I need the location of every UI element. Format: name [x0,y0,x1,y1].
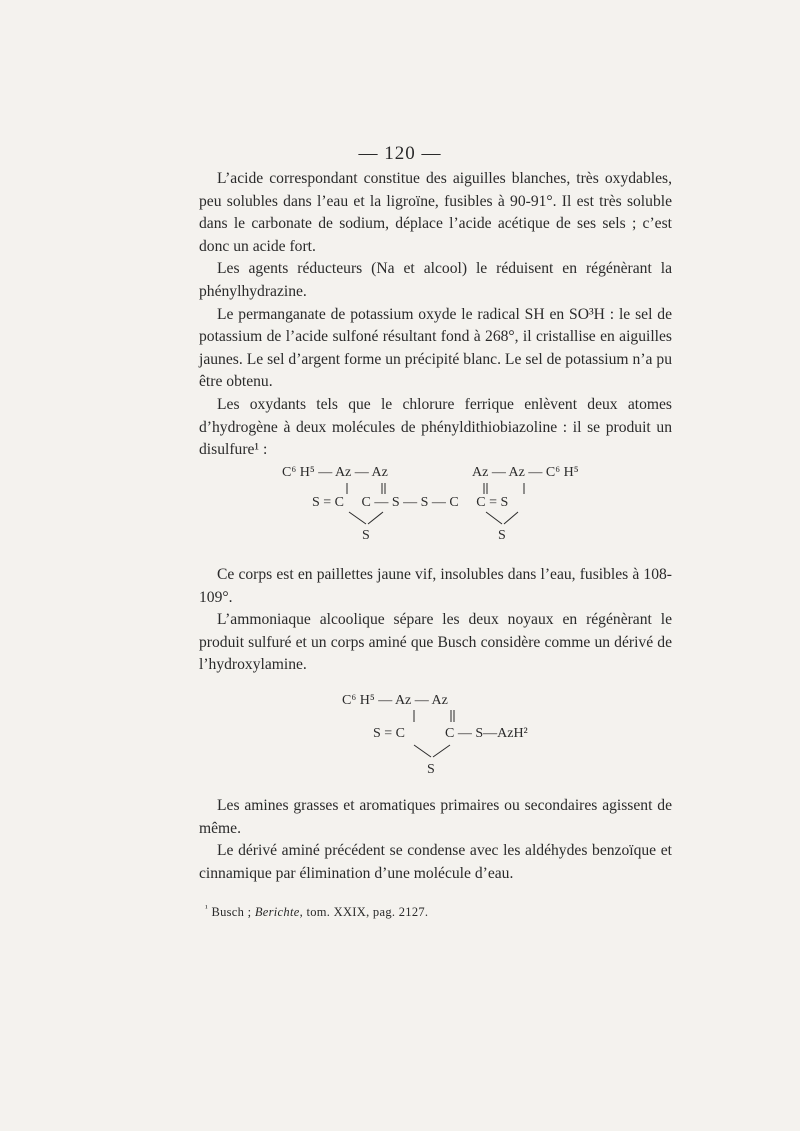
footnote [205,902,429,920]
text-block-bottom [199,795,672,885]
formula1-left-s: S [362,528,370,543]
bond [433,745,450,757]
paragraph: L’acide correspondant constitue des aiguilles blanches, très oxydables, peu solubles dans l’eau et la ligroïne, fusibles à 90-91°. Il est très soluble dans le carbonate de sodium, déplace l’acide acétique de ses sels ; c’est donc un acide fort. [199,170,672,255]
footnote-ref: tom. XXIX, pag. 2127. [306,905,429,919]
formula2-bottom-s: S [427,762,435,777]
paragraph: Ce corps est en paillettes jaune vif, insolubles dans l’eau, fusibles à 108-109°. [199,566,672,606]
page-number: — 120 — [358,143,442,164]
bond [414,745,431,757]
formula1-right-top: Az — Az — C⁶ H⁵ [472,465,579,480]
formula2-top: C⁶ H⁵ — Az — Az [342,693,448,708]
paragraph: Le dérivé aminé précédent se condense avec les aldéhydes benzoïque et cinnamique par élimination d’une molécule d’eau. [199,842,672,882]
paragraph: Les agents réducteurs (Na et alcool) le réduisent en régénèrant la phénylhydrazine. [199,260,672,300]
paragraph: Les amines grasses et aromatiques primaires ou secondaires agissent de même. [199,797,672,837]
formula2-left: S = C [373,726,406,741]
paragraph: Les oxydants tels que le chlorure ferrique enlèvent deux atomes d’hydrogène à deux molécules de phényldithiobiazoline : il se produit un disulfure¹ : [199,395,672,459]
bond [486,512,502,524]
paragraph: L’ammoniaque alcoolique sépare les deux noyaux en régénèrant le produit sulfuré et un corps aminé que Busch considère comme un dérivé de l’hydroxylamine. [199,611,672,674]
text-block-middle [199,564,672,677]
bond [349,512,366,524]
formula1-right-s: S [498,528,506,543]
paragraph: Le permanganate de potassium oxyde le radical SH en SO³H : le sel de potassium de l’acide sulfoné résultant fond à 268°, il cristallise en aiguilles jaunes. Le sel d’argent forme un précipité blanc. Le sel de potassium n’a pu être obtenu. [199,305,672,391]
footnote-journal: Berichte, [254,905,303,919]
formula2-right: C — S—AzH² [445,726,528,741]
footnote-marker: ¹ [205,902,208,913]
footnote-author: Busch ; [211,905,252,919]
bond [504,512,518,524]
bond [368,512,383,524]
formula1-middle: S = C C — S — S — C C = S [312,495,509,510]
formula1-left-top: C⁶ H⁵ — Az — Az [282,465,388,480]
